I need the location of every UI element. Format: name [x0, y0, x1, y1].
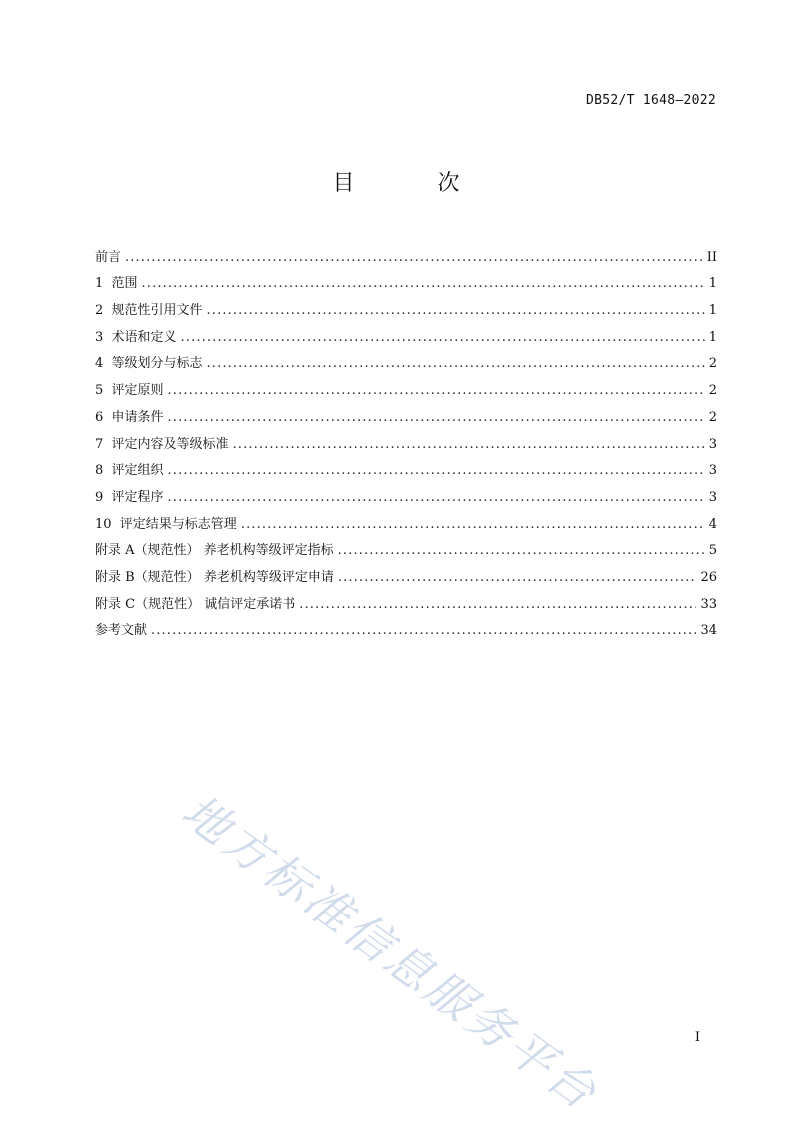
toc-entry-page: 1 — [708, 276, 717, 292]
toc-entry[interactable] — [95, 587, 717, 614]
toc-entry-page: 2 — [708, 356, 717, 372]
toc-entry-label: 1 范围 — [95, 276, 138, 292]
toc-entry-page: 1 — [708, 329, 717, 345]
toc-leader-dots — [168, 409, 705, 427]
toc-entry-page: 2 — [708, 383, 717, 399]
toc-entry-page: 26 — [700, 569, 717, 585]
toc-leader-dots — [241, 516, 705, 534]
toc-entry-label: 9 评定程序 — [95, 489, 164, 505]
toc-entry-page: 3 — [708, 463, 717, 479]
toc-leader-dots — [168, 382, 705, 400]
toc-entry-page: 5 — [708, 543, 717, 559]
toc-entry[interactable] — [95, 507, 717, 534]
table-of-contents — [95, 240, 717, 640]
toc-entry-label: 参考文献 — [95, 623, 148, 639]
toc-leader-dots — [338, 569, 697, 587]
toc-entry-page: 34 — [700, 623, 717, 639]
toc-entry-page: 33 — [700, 596, 717, 612]
toc-leader-dots — [142, 275, 705, 293]
toc-leader-dots — [168, 489, 705, 507]
toc-entry-page: 1 — [708, 303, 717, 319]
toc-entry[interactable] — [95, 534, 717, 561]
toc-entry-label: 10 评定结果与标志管理 — [95, 516, 237, 532]
toc-entry[interactable] — [95, 373, 717, 400]
toc-entry-label: 6 申请条件 — [95, 409, 164, 425]
toc-entry-label: 5 评定原则 — [95, 383, 164, 399]
toc-entry[interactable] — [95, 267, 717, 294]
toc-leader-dots — [233, 436, 705, 454]
toc-leader-dots — [299, 596, 696, 614]
toc-entry[interactable] — [95, 400, 717, 427]
document-code: DB52/T 1648—2022 — [585, 93, 716, 108]
toc-entry[interactable] — [95, 480, 717, 507]
toc-entry-page: 3 — [708, 436, 717, 452]
toc-entry[interactable] — [95, 320, 717, 347]
toc-entry-page: 3 — [708, 489, 717, 505]
toc-leader-dots — [151, 622, 696, 640]
toc-leader-dots — [207, 302, 705, 320]
toc-entry[interactable] — [95, 293, 717, 320]
page-number: I — [694, 1030, 700, 1045]
toc-entry-label: 前言 — [95, 249, 122, 265]
toc-entry-label: 附录 C（规范性） 诚信评定承诺书 — [95, 596, 296, 612]
toc-entry[interactable] — [95, 454, 717, 481]
toc-entry-label: 附录 B（规范性） 养老机构等级评定申请 — [95, 569, 334, 585]
toc-entry-label: 4 等级划分与标志 — [95, 356, 203, 372]
toc-entry-label: 2 规范性引用文件 — [95, 303, 203, 319]
toc-entry[interactable] — [95, 240, 717, 267]
toc-entry[interactable] — [95, 560, 717, 587]
toc-leader-dots — [338, 542, 705, 560]
toc-entry-page: II — [706, 249, 717, 265]
toc-entry-label: 附录 A（规范性） 养老机构等级评定指标 — [95, 543, 334, 559]
page-title: 目 次 — [332, 171, 498, 196]
toc-entry-label: 8 评定组织 — [95, 463, 164, 479]
toc-entry[interactable] — [95, 347, 717, 374]
toc-leader-dots — [168, 462, 705, 480]
watermark: 地方标准信息服务平台 — [172, 783, 609, 1122]
toc-entry-label: 7 评定内容及等级标准 — [95, 436, 229, 452]
toc-leader-dots — [125, 249, 703, 267]
toc-entry-page: 4 — [708, 516, 717, 532]
toc-leader-dots — [207, 355, 705, 373]
toc-entry[interactable] — [95, 614, 717, 641]
toc-entry-label: 3 术语和定义 — [95, 329, 177, 345]
toc-entry[interactable] — [95, 427, 717, 454]
toc-entry-page: 2 — [708, 409, 717, 425]
toc-leader-dots — [181, 329, 705, 347]
